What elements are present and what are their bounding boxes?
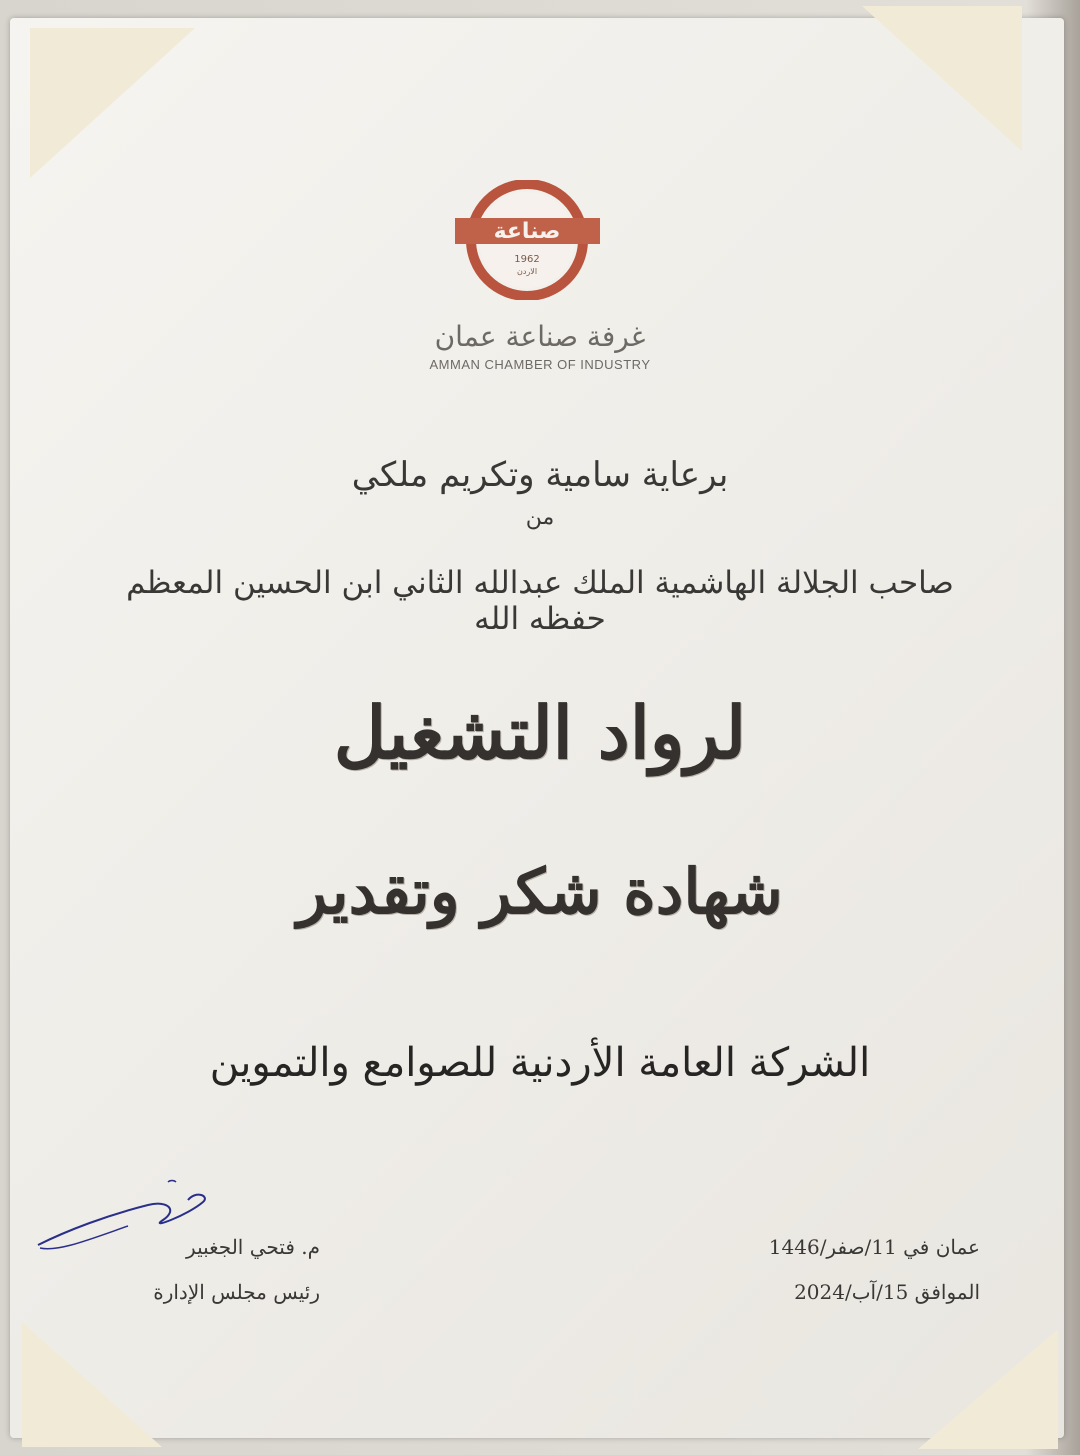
signatory-name: م. فتحي الجغبير	[186, 1235, 320, 1259]
organization-name-english: AMMAN CHAMBER OF INDUSTRY	[429, 357, 651, 372]
logo-wordmark: صناعة	[493, 219, 561, 244]
logo-country: الاردن	[516, 267, 538, 276]
corner-ribbon-bottom-left	[22, 1322, 162, 1447]
award-heading: لرواد التشغيل	[333, 690, 747, 775]
from-line: من	[525, 505, 555, 530]
corner-ribbon-bottom-right	[918, 1329, 1058, 1449]
amman-chamber-logo	[455, 180, 600, 300]
corner-ribbon-top-left	[30, 28, 195, 178]
corner-ribbon-top-right	[862, 6, 1022, 151]
logo-year: 1962	[514, 254, 540, 265]
hijri-date: عمان في 11/صفر/1446	[768, 1235, 980, 1259]
organization-name-arabic: غرفة صناعة عمان	[434, 320, 646, 353]
recipient-name: الشركة العامة الأردنية للصوامع والتموين	[209, 1040, 871, 1086]
patronage-line: برعاية سامية وتكريم ملكي	[351, 455, 729, 495]
majesty-line: صاحب الجلالة الهاشمية الملك عبدالله الثاني ابن الحسين المعظم حفظه الله	[126, 565, 954, 637]
gregorian-date: الموافق 15/آب/2024	[794, 1280, 980, 1304]
signatory-title: رئيس مجلس الإدارة	[153, 1280, 320, 1304]
certificate-title: شهادة شكر وتقدير	[297, 855, 783, 928]
